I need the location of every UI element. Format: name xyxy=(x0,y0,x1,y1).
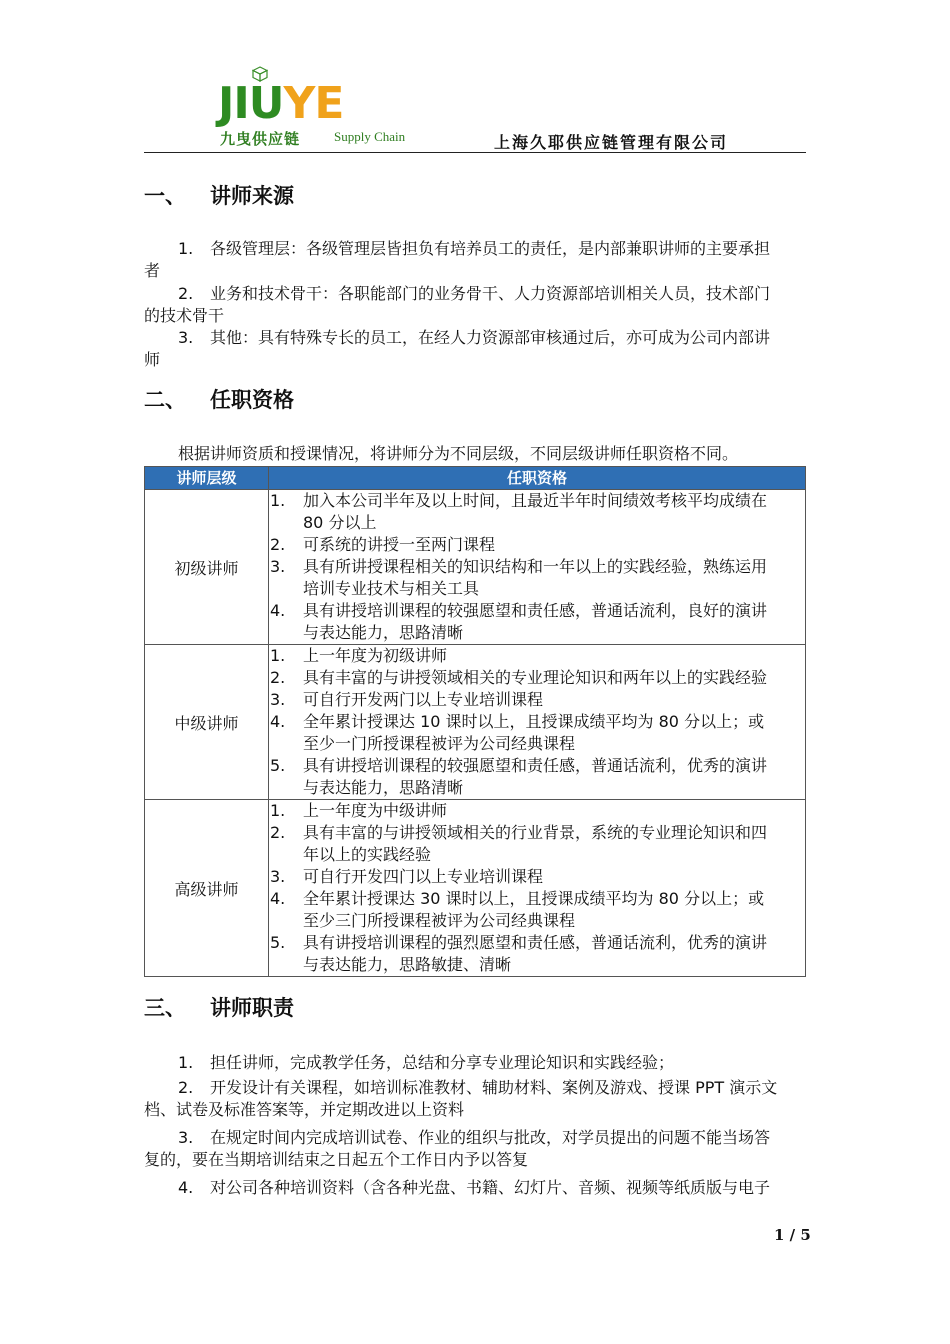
list-item: 1. 各级管理层：各级管理层皆担负有培养员工的责任，是内部兼职讲师的主要承担 者 xyxy=(144,239,771,280)
logo-wordmark: JIUYE xyxy=(218,78,344,129)
section-number: 一、 xyxy=(144,184,186,208)
header-divider xyxy=(144,152,806,153)
qual-item: 1. 加入本公司半年及以上时间，且最近半年时间绩效考核平均成绩在 80 分以上 xyxy=(270,491,768,532)
qual-item: 3. 可自行开发两门以上专业培训课程 xyxy=(270,690,544,709)
logo-chinese-name: 九曳供应链 xyxy=(220,130,301,148)
list-item: 3. 在规定时间内完成培训试卷、作业的组织与批改，对学员提出的问题不能当场答 复的，要在当期培训结束之日起五个工作日内予以答复 xyxy=(144,1128,771,1169)
level-cell: 中级讲师 xyxy=(145,645,269,800)
level-cell: 高级讲师 xyxy=(145,800,269,977)
list-item: 4. 对公司各种培训资料（含各种光盘、书籍、幻灯片、音频、视频等纸质版与电子 xyxy=(178,1178,771,1197)
table-header-row xyxy=(145,467,806,490)
list-item: 2. 开发设计有关课程，如培训标准教材、辅助材料、案例及游戏、授课 PPT 演示文 档、试卷及标准答案等，并定期改进以上资料 xyxy=(144,1078,778,1119)
quals-cell xyxy=(269,645,806,800)
section-heading-3 xyxy=(144,992,294,1022)
qual-item: 1. 上一年度为中级讲师 xyxy=(270,801,448,820)
table-row xyxy=(145,490,806,645)
qual-item: 5. 具有讲授培训课程的强烈愿望和责任感，普通话流利，优秀的演讲 与表达能力，思路敏捷、清晰 xyxy=(270,933,768,974)
qual-item: 3. 具有所讲授课程相关的知识结构和一年以上的实践经验，熟练运用 培训专业技术与相关工具 xyxy=(270,557,768,598)
quals-cell xyxy=(269,800,806,977)
company-logo xyxy=(218,66,418,148)
list-item: 3. 其他：具有特殊专长的员工，在经人力资源部审核通过后，亦可成为公司内部讲 师 xyxy=(144,328,771,369)
page-number: 1 / 5 xyxy=(774,1226,811,1244)
table-row xyxy=(145,645,806,800)
qual-item: 1. 上一年度为初级讲师 xyxy=(270,646,448,665)
qual-item: 2. 可系统的讲授一至两门课程 xyxy=(270,535,496,554)
column-header-level: 讲师层级 xyxy=(145,467,269,490)
qual-item: 4. 全年累计授课达 10 课时以上，且授课成绩平均为 80 分以上；或 至少一门所授课程被评为公司经典课程 xyxy=(270,712,765,753)
qual-item: 2. 具有丰富的与讲授领域相关的专业理论知识和两年以上的实践经验 xyxy=(270,668,768,687)
section-heading-2 xyxy=(144,384,294,414)
section-intro: 根据讲师资质和授课情况，将讲师分为不同层级，不同层级讲师任职资格不同。 xyxy=(178,444,739,463)
section-title: 讲师来源 xyxy=(210,184,294,208)
section-heading-1 xyxy=(144,180,294,210)
list-item: 1. 担任讲师，完成教学任务，总结和分享专业理论知识和实践经验； xyxy=(178,1053,675,1072)
company-name: 上海久耶供应链管理有限公司 xyxy=(494,133,729,152)
table-row xyxy=(145,800,806,977)
level-cell: 初级讲师 xyxy=(145,490,269,645)
qual-item: 4. 具有讲授培训课程的较强愿望和责任感，普通话流利，良好的演讲 与表达能力，思路清晰 xyxy=(270,601,768,642)
section-number: 三、 xyxy=(144,996,186,1020)
qual-item: 5. 具有讲授培训课程的较强愿望和责任感，普通话流利，优秀的演讲 与表达能力，思路清晰 xyxy=(270,756,768,797)
qual-item: 3. 可自行开发四门以上专业培训课程 xyxy=(270,867,544,886)
qualification-table xyxy=(144,466,806,977)
qual-item: 2. 具有丰富的与讲授领域相关的行业背景，系统的专业理论知识和四 年以上的实践经验 xyxy=(270,823,768,864)
section-title: 讲师职责 xyxy=(210,996,294,1020)
quals-cell xyxy=(269,490,806,645)
list-item: 2. 业务和技术骨干：各职能部门的业务骨干、人力资源部培训相关人员，技术部门 的技术骨干 xyxy=(144,284,771,325)
qual-item: 4. 全年累计授课达 30 课时以上，且授课成绩平均为 80 分以上；或 至少三门所授课程被评为公司经典课程 xyxy=(270,889,765,930)
section-number: 二、 xyxy=(144,388,186,412)
section-title: 任职资格 xyxy=(210,388,294,412)
column-header-quals: 任职资格 xyxy=(269,467,806,490)
logo-english-name: Supply Chain xyxy=(334,129,406,144)
